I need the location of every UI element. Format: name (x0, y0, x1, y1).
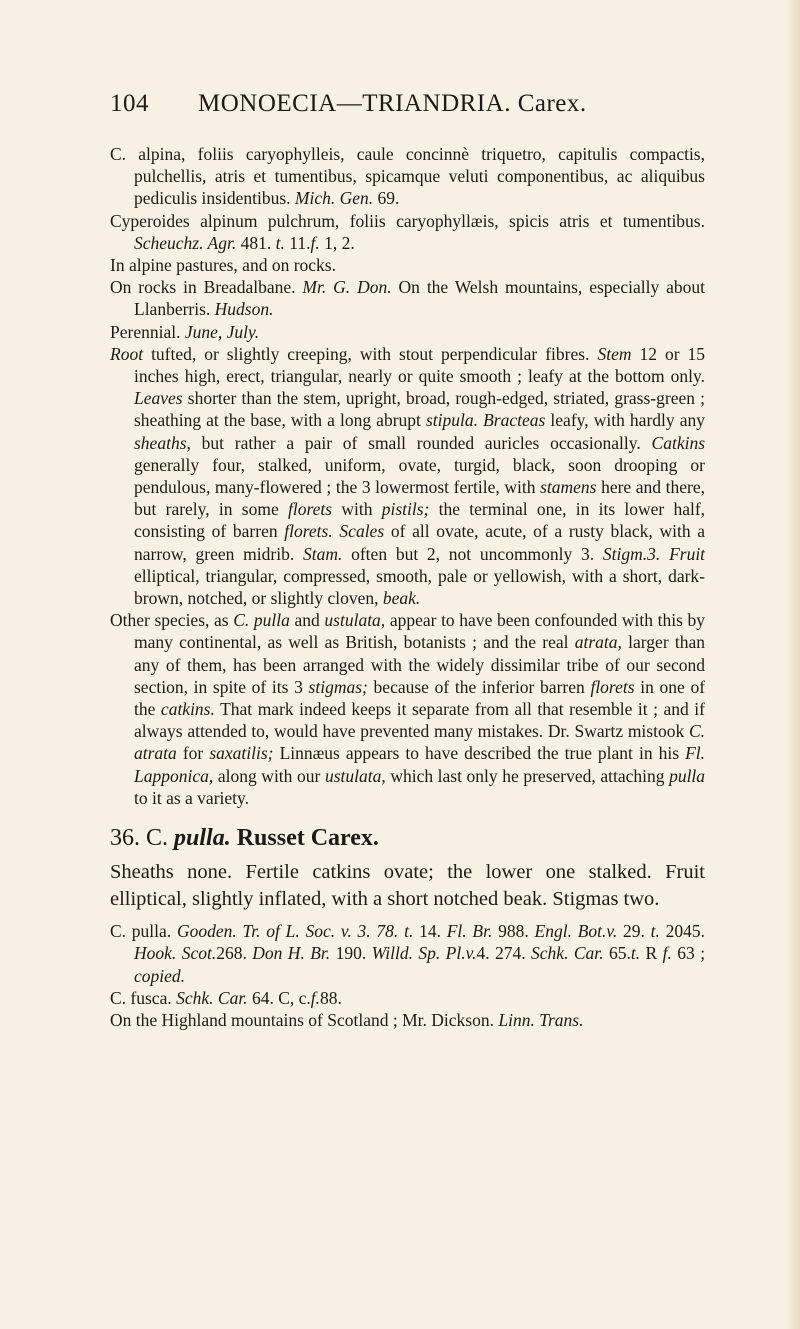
page-number: 104 (110, 90, 149, 117)
running-title: MONOECIA—TRIANDRIA. Carex. (198, 90, 587, 117)
localities: On rocks in Breadalbane. Mr. G. Don. On the Welsh mountains, especially about Llanberris. Hudson. (110, 277, 705, 320)
synonym-micheli: C. alpina, foliis caryophylleis, caule concinnè triquetro, capitulis compactis, pulchellis, atris et tumentibus, spicamque veluti componentibus, ac aliquibus pediculis insidentibus. Mich. Gen. 69. (110, 144, 705, 209)
references-fusca: C. fusca. Schk. Car. 64. C, c.f.88. (110, 987, 342, 1008)
page-body (110, 143, 705, 1031)
species-heading: 36. C. pulla. Russet Carex. (110, 825, 379, 852)
habitat-pulla: On the Highland mountains of Scotland ; Mr. Dickson. Linn. Trans. (110, 1009, 584, 1030)
duration-flowering: Perennial. June, July. (110, 321, 260, 342)
page-edge (786, 0, 800, 1329)
synonym-scheuchzer: Cyperoides alpinum pulchrum, foliis caryophyllæis, spicis atris et tumentibus. Scheuchz. Agr. 481. t. 11.f. 1, 2. (110, 210, 705, 253)
references-pulla: C. pulla. Gooden. Tr. of L. Soc. v. 3. 78. t. 14. Fl. Br. 988. Engl. Bot.v. 29. t. 2045. Hook. Scot.268. Don H. Br. 190. Willd. Sp. Pl.v.4. 274. Schk. Car. 65.t. R f. 63 ; copied. (110, 921, 706, 986)
description: Root tufted, or slightly creeping, with stout perpendicular fibres. Stem 12 or 15 inches high, erect, triangular, nearly or quite smooth ; leafy at the bottom only. Leaves shorter than the stem, upright, broad, rough-edged, striated, grass-green ; sheathing at the base, with a long abrupt stipula. Bracteas leafy, with hardly any sheaths, but rather a pair of small rounded auricles occasionally. Catkins generally four, stalked, uniform, ovate, turgid, black, soon drooping or pendulous, many-flowered ; the 3 lowermost fertile, with stamens here and there, but rarely, in some florets with pistils; the terminal one, in its lower half, consisting of barren florets. Scales of all ovate, acute, of a rusty black, with a narrow, green midrib. Stam. often but 2, not uncommonly 3. Stigm.3. Fruit elliptical, triangular, compressed, smooth, pale or yellowish, with a short, dark-brown, notched, or slightly cloven, beak. (110, 343, 706, 609)
habitat: In alpine pastures, and on rocks. (110, 255, 336, 276)
species-diagnosis: Sheaths none. Fertile catkins ovate; the lower one stalked. Fruit elliptical, slightly inflated, with a short notched beak. Stigmas two. (110, 861, 705, 910)
observations: Other species, as C. pulla and ustulata, appear to have been confounded with this by many continental, as well as British, botanists ; and the real atrata, larger than any of them, has been arranged with the widely dissimilar tribe of our second section, in spite of its 3 stigmas; because of the inferior barren florets in one of the catkins. That mark indeed keeps it separate from all that resemble it ; and if always attended to, would have prevented many mistakes. Dr. Swartz mistook C. atrata for saxatilis; Linnæus appears to have described the true plant in his Fl. Lapponica, along with our ustulata, which last only he preserved, attaching pulla to it as a variety. (110, 610, 706, 808)
